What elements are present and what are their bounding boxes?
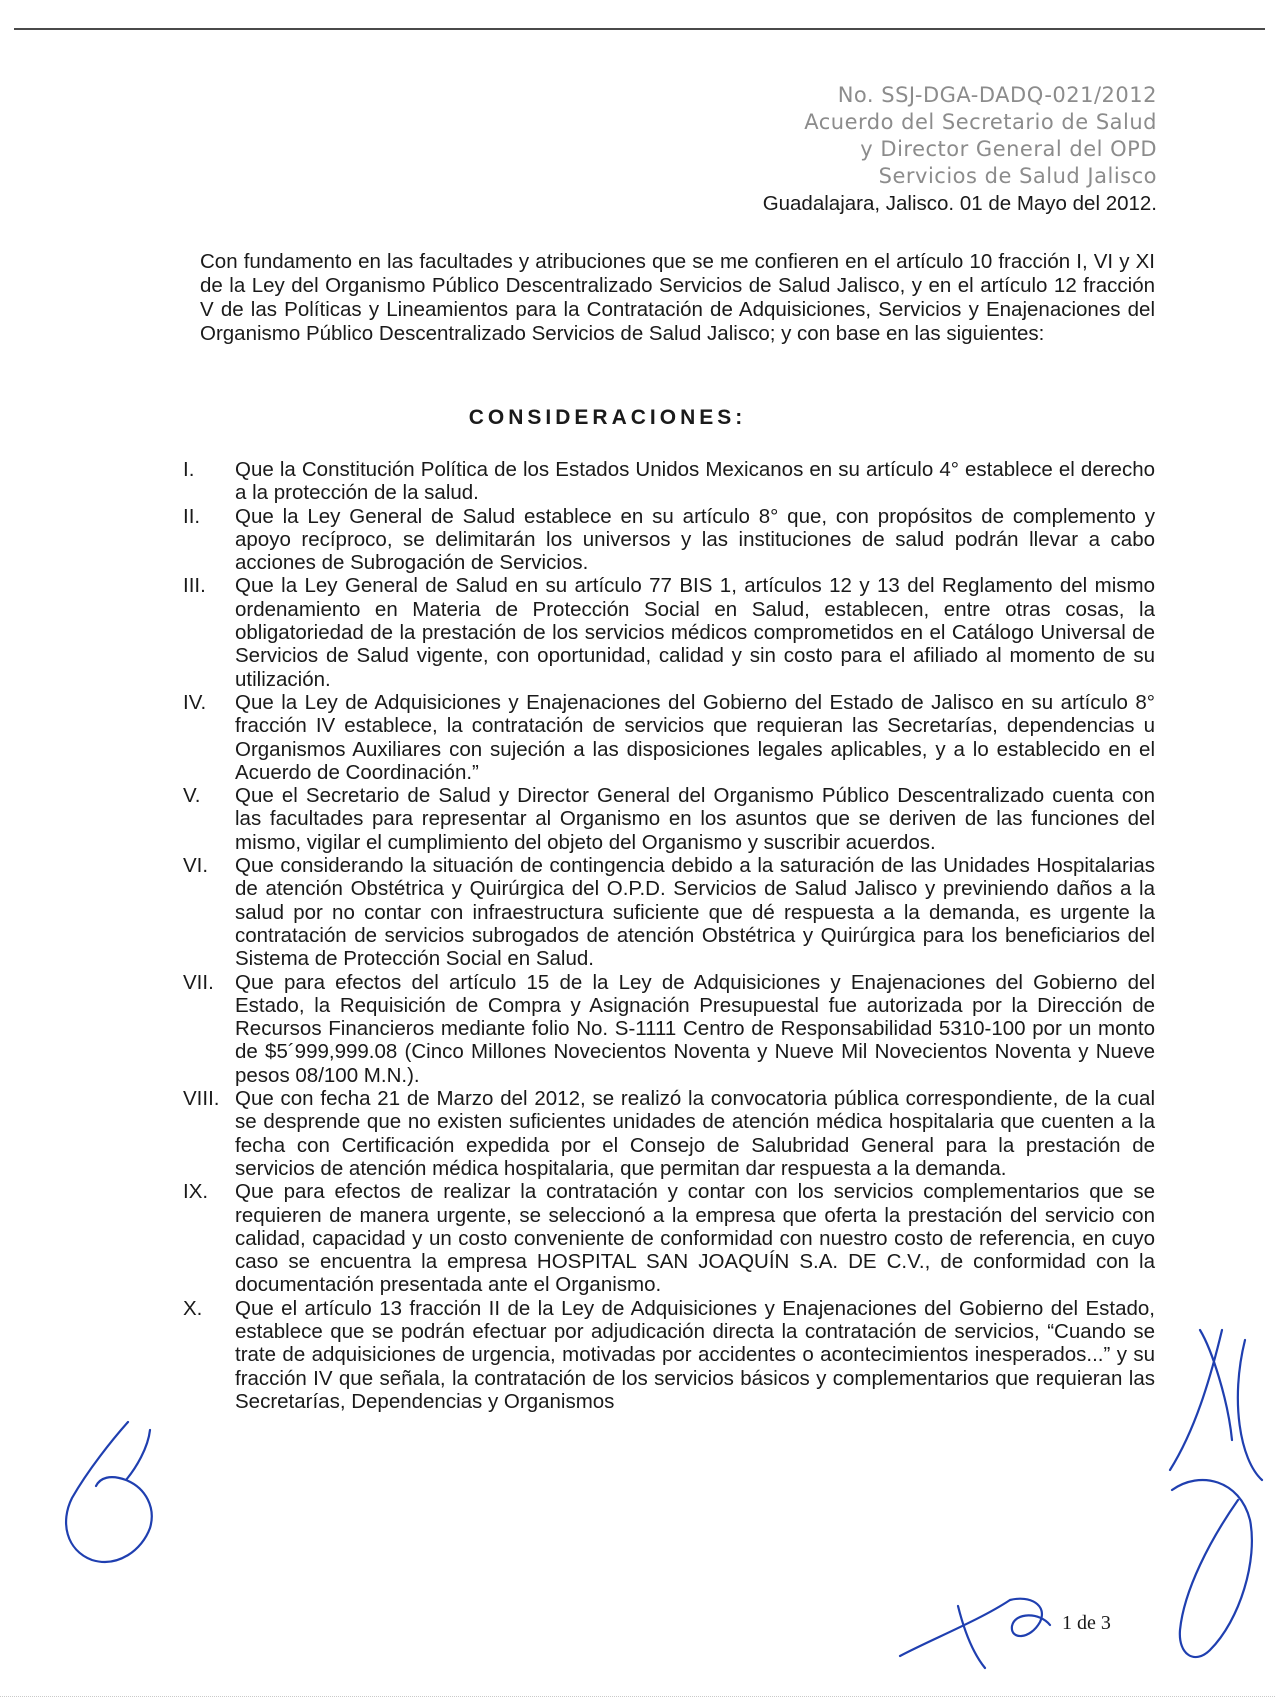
clause-text: Que la Constitución Política de los Estados Unidos Mexicanos en su artículo 4° establece el derecho a la protección de la salud. <box>235 458 1155 505</box>
bottom-initial-mark <box>900 1599 1050 1668</box>
clause-text: Que la Ley General de Salud en su artículo 77 BIS 1, artículos 12 y 13 del Reglamento del mismo ordenamiento en Materia de Protección Social en Salud, establecen, entre otras cosas, la obligatoriedad de la prestación de los servicios médicos comprometidos en el Catálogo Universal de Servicios de Salud vigente, con oportunidad, calidad y sin costo para el afiliado al momento de su utilización. <box>235 574 1155 691</box>
clause-number: II. <box>183 504 201 528</box>
clause-4 <box>183 691 1155 784</box>
clause-6 <box>183 854 1155 970</box>
clause-2 <box>183 505 1155 575</box>
header-title-line-1: Acuerdo del Secretario de Salud <box>804 110 1157 134</box>
clause-number: V. <box>183 784 201 808</box>
clause-9 <box>183 1180 1155 1296</box>
clause-number: III. <box>183 574 206 598</box>
header-title-line-3: Servicios de Salud Jalisco <box>878 164 1157 188</box>
clause-number: IX. <box>183 1180 209 1204</box>
section-title <box>0 406 1275 430</box>
clause-3 <box>183 574 1155 690</box>
clause-text: Que el Secretario de Salud y Director General del Organismo Público Descentralizado cuenta con las facultades para representar al Organismo en los asuntos que se deriven de las funciones del mismo, vigilar el cumplimiento del objeto del Organismo y suscribir acuerdos. <box>235 784 1155 854</box>
section-title-text: CONSIDERACIONES: <box>468 406 747 429</box>
clause-text: Que la Ley de Adquisiciones y Enajenaciones del Gobierno del Estado de Jalisco en su artículo 8° fracción IV establece, la contratación de servicios que requieran las Secretarías, dependencias u Organismos Auxiliares con sujeción a las disposiciones legales aplicables, y a lo establecido en el Acuerdo de Coordinación.” <box>235 690 1155 784</box>
clause-1 <box>183 458 1155 505</box>
clause-text: Que considerando la situación de contingencia debido a la saturación de las Unidades Hospitalarias de atención Obstétrica y Quirúrgica del O.P.D. Servicios de Salud Jalisco y previniendo daños a la salud por no contar con infraestructura suficiente que dé respuesta a la demanda, es urgente la contratación de servicios subrogados de atención Obstétrica y Quirúrgica para los beneficiarios del Sistema de Protección Social en Salud. <box>235 854 1155 971</box>
clause-text: Que con fecha 21 de Marzo del 2012, se realizó la convocatoria pública correspondiente, de la cual se desprende que no existen suficientes unidades de atención médica hospitalaria que cuenten a la fecha con Certificación expedida por el Consejo de Salubridad General para la prestación de servicios de atención médica hospitalaria, que permitan dar respuesta a la demanda. <box>235 1087 1155 1180</box>
clause-number: VII. <box>183 970 214 994</box>
clause-number: VIII. <box>183 1087 220 1111</box>
clause-number: I. <box>183 458 195 481</box>
left-initial-mark <box>66 1422 152 1562</box>
clause-5 <box>183 784 1155 854</box>
clauses-list <box>183 458 1155 1413</box>
clause-text: Que el artículo 13 fracción II de la Ley de Adquisiciones y Enajenaciones del Gobierno del Estado, establece que se podrán efectuar por adjudicación directa la contratación de servicios, “Cuando se trate de adquisiciones de urgencia, motivadas por accidentes o acontecimientos inesperados...” y su fracción IV que señala, la contratación de los servicios básicos y complementarios que requieran las Secretarías, Dependencias y Organismos <box>235 1296 1155 1413</box>
document-date: Guadalajara, Jalisco. 01 de Mayo del 2012. <box>762 192 1157 215</box>
top-rule <box>14 28 1265 30</box>
clause-10 <box>183 1297 1155 1413</box>
clause-text: Que para efectos de realizar la contratación y contar con los servicios complementarios que se requieren de manera urgente, se seleccionó a la empresa que oferta la prestación del servicio con calidad, capacidad y un costo conveniente de conformidad con nuestro costo de referencia, en cuyo caso se encuentra la empresa HOSPITAL SAN JOAQUÍN S.A. DE C.V., de conformidad con la documentación presentada ante el Organismo. <box>235 1180 1155 1297</box>
bottom-edge <box>0 1696 1275 1699</box>
clause-number: IV. <box>183 690 207 714</box>
page-number: 1 de 3 <box>1062 1612 1111 1634</box>
header-title-line-2: y Director General del OPD <box>860 137 1157 161</box>
clause-number: X. <box>183 1296 203 1320</box>
clause-number: VI. <box>183 854 209 878</box>
right-signature-mark <box>1170 1330 1262 1657</box>
intro-paragraph: Con fundamento en las facultades y atribuciones que se me confieren en el artículo 10 fracción I, VI y XI de la Ley del Organismo Público Descentralizado Servicios de Salud Jalisco, y en el artículo 12 fracción V de las Políticas y Lineamientos para la Contratación de Adquisiciones, Servicios y Enajenaciones del Organismo Público Descentralizado Servicios de Salud Jalisco; y con base en las siguientes: <box>200 250 1155 345</box>
clause-7 <box>183 971 1155 1087</box>
document-header <box>763 82 1157 217</box>
clause-8 <box>183 1087 1155 1180</box>
clause-text: Que la Ley General de Salud establece en su artículo 8° que, con propósitos de complemento y apoyo recíproco, se delimitarán los universos y las instituciones de salud podrán llevar a cabo acciones de Subrogación de Servicios. <box>235 504 1155 575</box>
clause-text: Que para efectos del artículo 15 de la Ley de Adquisiciones y Enajenaciones del Gobierno del Estado, la Requisición de Compra y Asignación Presupuestal fue autorizada por la Dirección de Recursos Financieros mediante folio No. S-1111 Centro de Responsabilidad 5310-100 por un monto de $5´999,999.08 (Cinco Millones Novecientos Noventa y Nueve Mil Novecientos Noventa y Nueve pesos 08/100 M.N.). <box>235 970 1155 1087</box>
document-number: No. SSJ-DGA-DADQ-021/2012 <box>837 83 1157 107</box>
